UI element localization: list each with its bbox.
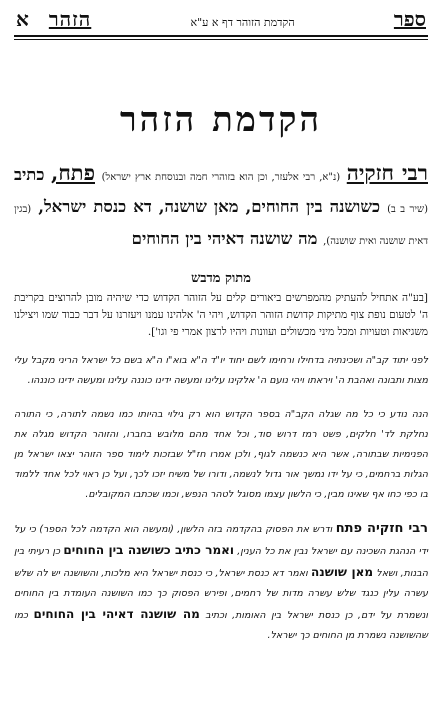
running-head-book (394, 7, 426, 32)
main-text-segment: כתיב (14, 165, 45, 184)
handwritten-segment: ואמר דא כנסת ישראל, כי כנסת ישראל היא מלכות, והשושנה יש לה שלש עשרה עלין כנגד שלש עשרה מדות של רחמים, ופירש הפסוק כך כמו השושנה העומדת בין החוחים ונשמרת על ידם, כן כנסת ישראל בין האומות, וכתיב (14, 568, 429, 621)
variant-note: (נ"א, רבי אלעזר, וכן הוא בזוהרי חמה ובנוסחת ארץ ישראל) (101, 172, 341, 183)
header-rule (14, 35, 428, 37)
handwritten-paragraph-3 (14, 519, 428, 646)
running-head-page-ref: הקדמת הזוהר דף א ע"א (190, 16, 295, 29)
verse-reference: (שיר ב ב) (387, 204, 428, 215)
main-text-segment: מה שושנה דאיהי בין החוחים (131, 229, 318, 248)
running-head (14, 6, 428, 32)
running-head-zohar: הזהר (48, 7, 92, 31)
zohar-main-text (14, 158, 428, 256)
running-head-sefer: ספר (393, 7, 426, 31)
handwritten-segment: כן רעיתי בין הבנות, ושאל (14, 546, 428, 579)
header-rule-thin (14, 39, 428, 40)
opening-patach: פתח, (51, 160, 95, 185)
opening-words: רבי חזקיה (346, 160, 428, 185)
inline-note: (בגין דאית שושנה ואית שושנה), (14, 204, 428, 247)
handwritten-heading: רבי חזקיה פתח (335, 521, 428, 536)
commentary-intro: [בע"ה אתחיל להעתיק מהמפרשים ביאורים קלים על הזוהר הקדוש כדי שיהיה מובן להרוצים בקריבת ה' לטעום נופת צוף מתיקות קדושת הזוהר הקדוש, ויהי ה' אלהינו עמנו ויעזרנו על דבר כבוד שמו ויצילנו משגיאות וטעויות ומכל מיני מכשולים ועוונות ויהיו לרצון אמרי פי וגו']. (14, 292, 428, 338)
commentary-title: מתוק מדבש (191, 271, 251, 286)
handwritten-quote: ואמר כתיב כשושנה בין החוחים (63, 543, 235, 557)
handwritten-segment: ודרש את הפסוק בהקדמה בזה הלשון, (ומעשה הוא הקדמה לכל הספר) כי על ידי הנהגת השכינה עם ישראל נבין את כל הענין, (14, 524, 428, 557)
page-number: א (16, 7, 29, 31)
handwritten-quote: מאן שושנה (311, 565, 374, 579)
page-title: הקדמת הזהר (119, 100, 323, 140)
handwritten-paragraph-1: לפני יתוד קב"ה ושכינתיה בדחילו ורחימו לשם יחוד יו"ד ה"א בוא"ו ה"א בשם כל ישראל הריני מקבל עלי מצות ותבונה ואהבת ה' ויראתו ויהי נועם ה' אלקינו עלינו ומעשה ידינו כוננה עלינו ומעשה ידינו כוננהו. (14, 355, 428, 386)
handwritten-paragraph-2: הנה נודע כי כל מה שגלה הקב"ה בספר הקדוש הוא רק גילוי בהיותו כמו נשמה לתורה, כי התורה נחלקת לד' חלקים, פשט רמז דרוש סוד, וכל אחד מהם מלובש בחברו, והזוהר הקדוש מגלה את הפנימיות שבתורה, אשר היא כנשמה לגוף, ולכן אמרו חז"ל שבזכות לימוד ספר הזוהר יצאו ישראל מן הגלות ברחמים, כי על ידו נמשך אור גדול לנשמה, ודורו של משיח יזכו לכך, ועל כן ראוי לכל אחד ללמוד בו כפי כחו אף שאינו מבין, כי הלשון עצמו מסוגל לטהר הנפש, וכמו שכתבו המקובלים. (14, 409, 428, 500)
main-text-segment: כשושנה בין החוחים, מאן שושנה, דא כנסת ישראל, (38, 197, 381, 216)
handwritten-segment: כמו שהשושנה נשמרת מן החוחים כך ישראל. (14, 610, 428, 641)
running-head-title-group (16, 7, 91, 32)
handwritten-quote: מה שושנה דאיהי בין החוחים (33, 607, 200, 621)
